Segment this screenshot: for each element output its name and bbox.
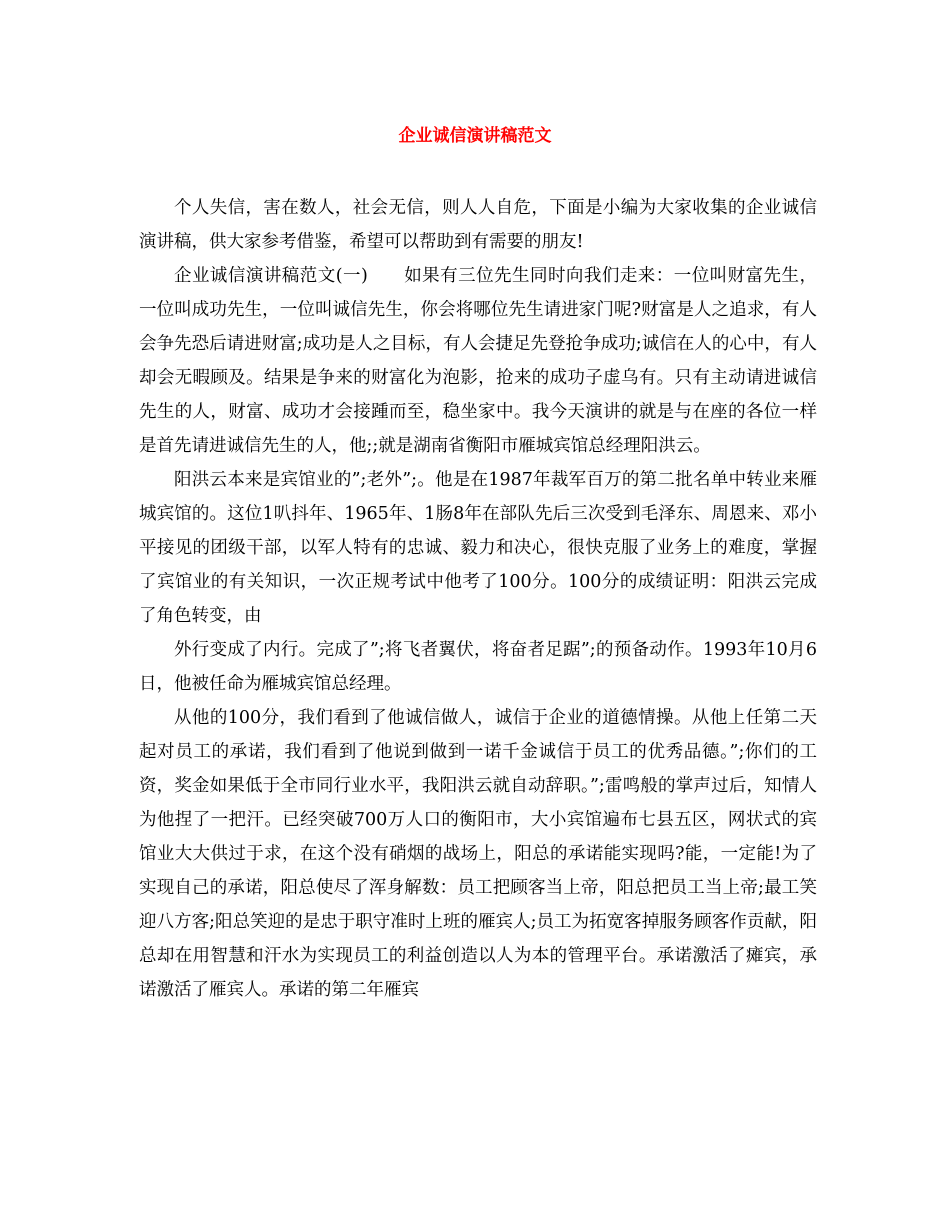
document-title: 企业诚信演讲稿范文 xyxy=(398,126,552,146)
paragraph-appointment: 外行变成了内行。完成了”;将飞者翼伏，将奋者足踞”;的预备动作。1993年10月6日，他被任命为雁城宾馆总经理。 xyxy=(139,640,817,694)
paragraph-background: 阳洪云本来是宾馆业的”;老外”;。他是在1987年裁军百万的第二批名单中转业来雁城宾馆的。这位1叭抖年、1965年、1肠8年在部队先后三次受到毛泽东、周恩来、邓小平接见的团级干部，以军人特有的忠诚、毅力和决心，很快克服了业务上的难度，掌握了宾馆业的有关知识，一次正规考试中他考了100分。100分的成绩证明：阳洪云完成了角色转变，由 xyxy=(139,470,817,626)
paragraph-promise: 从他的100分，我们看到了他诚信做人，诚信于企业的道德情操。从他上任第二天起对员工的承诺，我们看到了他说到做到一诺千金诚信于员工的优秀品德。”;你们的工资，奖金如果低于全市同行业水平，我阳洪云就自动辞职。”;雷鸣般的掌声过后，知情人为他捏了一把汗。已经突破700万人口的衡阳市，大小宾馆遍布七县五区，网状式的宾馆业大大供过于求，在这个没有硝烟的战场上，阳总的承诺能实现吗?能，一定能!为了实现自己的承诺，阳总使尽了浑身解数：员工把顾客当上帝，阳总把员工当上帝;最工笑迎八方客;阳总笑迎的是忠于职守准时上班的雁宾人;员工为拓宽客掉服务顾客作贡献，阳总却在用智慧和汗水为实现员工的利益创造以人为本的管理平台。承诺激活了瘫宾，承诺激活了雁宾人。承诺的第二年雁宾 xyxy=(139,708,817,1000)
document-body xyxy=(139,191,817,1007)
paragraph-intro: 个人失信，害在数人，社会无信，则人人自危，下面是小编为大家收集的企业诚信演讲稿，供大家参考借鉴，希望可以帮助到有需要的朋友! xyxy=(139,198,817,252)
paragraph-speech-opening: 企业诚信演讲稿范文(一) 如果有三位先生同时向我们走来：一位叫财富先生，一位叫成功先生，一位叫诚信先生，你会将哪位先生请进家门呢?财富是人之追求，有人会争先恐后请进财富;成功是人之目标，有人会捷足先登抢争成功;诚信在人的心中，有人却会无暇顾及。结果是争来的财富化为泡影，抢来的成功子虚乌有。只有主动请进诚信先生的人，财富、成功才会接踵而至，稳坐家中。我今天演讲的就是与在座的各位一样是首先请进诚信先生的人，他;;就是湖南省衡阳市雁城宾馆总经理阳洪云。 xyxy=(139,266,817,456)
